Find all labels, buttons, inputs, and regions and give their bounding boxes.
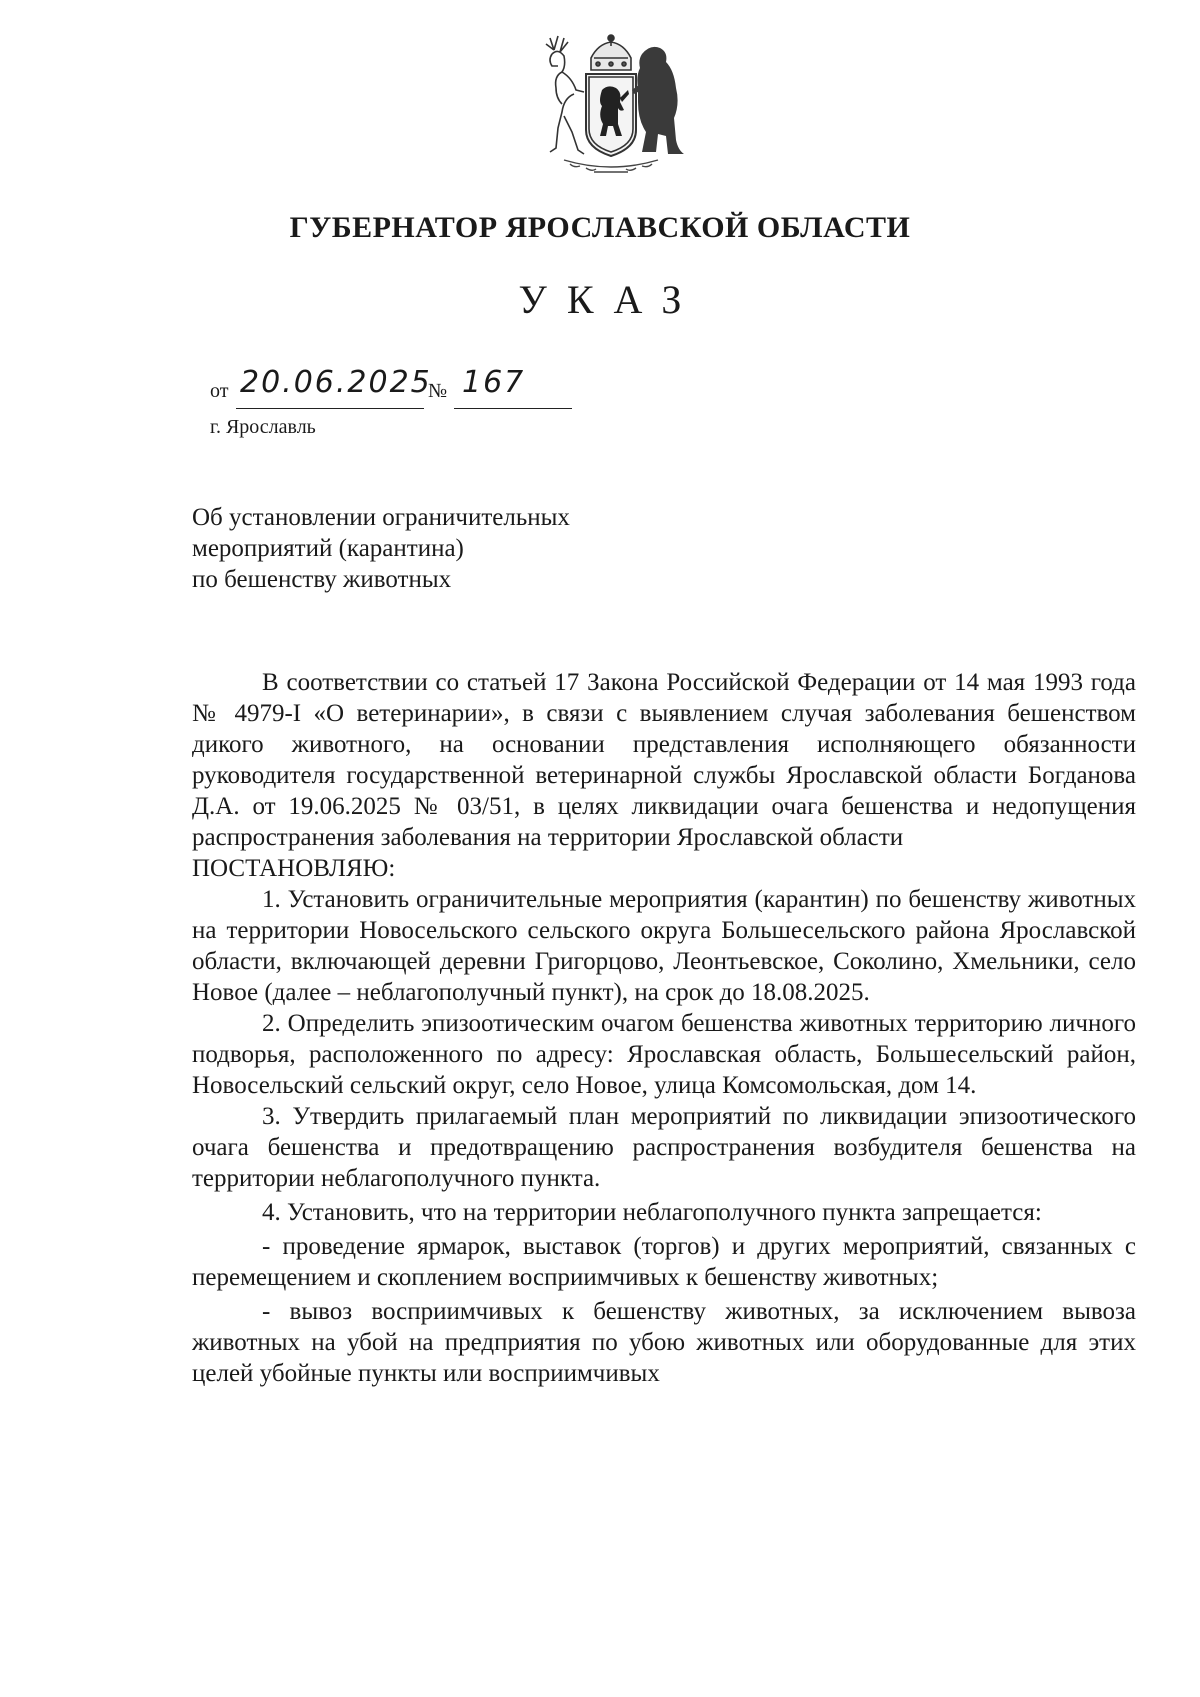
decree-word: ПОСТАНОВЛЯЮ: <box>192 855 396 882</box>
item-4-bullet-fairs: - проведение ярмарок, выставок (торгов) и других мероприятий, связанных с перемещением и скоплением восприимчивых к бешенству животных; <box>192 1233 1136 1291</box>
number-underline <box>454 408 572 409</box>
item-3-paragraph: 3. Утвердить прилагаемый план мероприятий по ликвидации эпизоотического очага бешенства и предотвращению распространения возбудителя бешенства на территории неблагополучного пункта. <box>192 1103 1136 1192</box>
item-1-paragraph: 1. Установить ограничительные мероприятия (карантин) по бешенству животных на территории Новосельского сельского округа Большесельского района Ярославской области, включающей деревни Григорцово, Леонтьевское, Соколино, Хмельники, село Новое (далее – неблагополучный пункт), на срок до 18.08.2025. <box>192 886 1136 1006</box>
item-4-bullet-export: - вывоз восприимчивых к бешенству животных, за исключением вывоза животных на убой на предприятия по убою животных или оборудованные для этих целей убойные пункты или восприимчивых <box>192 1298 1136 1387</box>
subject-line: по бешенству животных <box>192 566 452 593</box>
date-underline <box>236 408 424 409</box>
issuing-authority-heading: ГУБЕРНАТОР ЯРОСЛАВСКОЙ ОБЛАСТИ <box>289 211 911 244</box>
decree-number-handwritten: 167 <box>462 365 526 400</box>
issue-city: г. Ярославль <box>210 416 316 438</box>
subject-line: Об установлении ограничительных <box>192 504 570 531</box>
item-4-paragraph: 4. Установить, что на территории неблагополучного пункта запрещается: <box>262 1199 1042 1226</box>
number-prefix-label: № <box>428 380 448 402</box>
document-type-heading: УКАЗ <box>518 277 702 322</box>
date-prefix-label: от <box>210 380 229 402</box>
item-2-paragraph: 2. Определить эпизоотическим очагом бешенства животных территорию личного подворья, расположенного по адресу: Ярославская область, Большесельский район, Новосельский сельский округ, село Новое, улица Комсомольская, дом 14. <box>192 1010 1136 1099</box>
coat-of-arms-emblem <box>534 32 688 182</box>
decree-body <box>192 667 1136 1389</box>
subject-line: мероприятий (карантина) <box>192 535 464 562</box>
decree-date-number-block <box>210 365 570 409</box>
preamble-paragraph: В соответствии со статьей 17 Закона Российской Федерации от 14 мая 1993 года № 4979-I «О ветеринарии», в связи с выявлением случая заболевания бешенством дикого животного, на основании представления исполняющего обязанности руководителя государственной ветеринарной службы Ярославской области Богданова Д.А. от 19.06.2025 № 03/51, в целях ликвидации очага бешенства и недопущения распространения заболевания на территории Ярославской области <box>192 669 1136 851</box>
decree-date-handwritten: 20.06.2025 <box>240 365 432 400</box>
decree-subject <box>192 502 570 595</box>
